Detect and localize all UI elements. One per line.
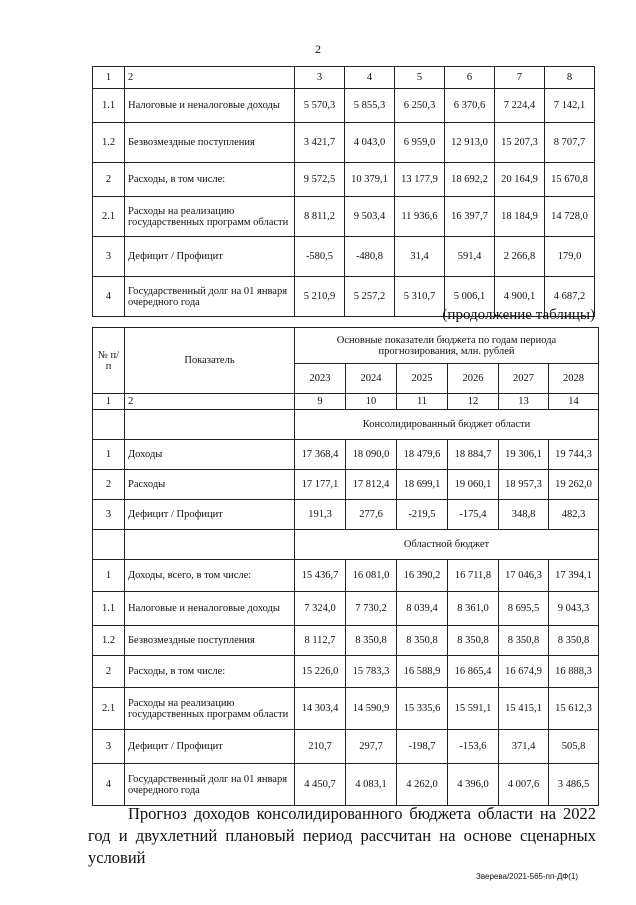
- header-period-group: Основные показатели бюджета по годам периода прогнозирования, млн. рублей: [295, 328, 599, 364]
- row-number-cell: 2: [93, 163, 125, 197]
- value-cell: 16 397,7: [445, 197, 495, 237]
- value-cell: 12: [448, 394, 499, 410]
- value-cell: 8 350,8: [346, 626, 397, 656]
- value-cell: 10: [346, 394, 397, 410]
- indicator-cell: Безвозмездные поступления: [125, 626, 295, 656]
- table-row: [93, 237, 595, 277]
- column-number-row: [93, 394, 599, 410]
- value-cell: 8 707,7: [545, 123, 595, 163]
- value-cell: 16 390,2: [397, 560, 448, 592]
- row-number-cell: 1.1: [93, 89, 125, 123]
- value-cell: 277,6: [346, 500, 397, 530]
- value-cell: 17 394,1: [549, 560, 599, 592]
- value-cell: 8 695,5: [499, 592, 549, 626]
- value-cell: 8: [545, 67, 595, 89]
- value-cell: 6 370,6: [445, 89, 495, 123]
- value-cell: 6: [445, 67, 495, 89]
- empty-cell: [93, 530, 125, 560]
- value-cell: 8 350,8: [499, 626, 549, 656]
- indicator-cell: Дефицит / Профицит: [125, 730, 295, 764]
- value-cell: 18 699,1: [397, 470, 448, 500]
- indicator-cell: Налоговые и неналоговые доходы: [125, 592, 295, 626]
- table-row: [93, 592, 599, 626]
- value-cell: -580,5: [295, 237, 345, 277]
- table-row: [93, 197, 595, 237]
- value-cell: 8 811,2: [295, 197, 345, 237]
- value-cell: 19 306,1: [499, 440, 549, 470]
- value-cell: 18 957,3: [499, 470, 549, 500]
- indicator-cell: Дефицит / Профицит: [125, 500, 295, 530]
- value-cell: 9 503,4: [345, 197, 395, 237]
- value-cell: 20 164,9: [495, 163, 545, 197]
- value-cell: 18 090,0: [346, 440, 397, 470]
- header-indicator: Показатель: [125, 328, 295, 394]
- value-cell: 9 572,5: [295, 163, 345, 197]
- value-cell: 8 361,0: [448, 592, 499, 626]
- value-cell: 15 436,7: [295, 560, 346, 592]
- indicator-cell: Дефицит / Профицит: [125, 237, 295, 277]
- table-row: [93, 123, 595, 163]
- value-cell: 179,0: [545, 237, 595, 277]
- value-cell: 13 177,9: [395, 163, 445, 197]
- empty-cell: [93, 410, 125, 440]
- indicator-cell: Расходы на реализацию государственных программ области: [125, 197, 295, 237]
- value-cell: 15 670,8: [545, 163, 595, 197]
- value-cell: 5 006,1: [445, 277, 495, 317]
- value-cell: 16 888,3: [549, 656, 599, 688]
- value-cell: 16 865,4: [448, 656, 499, 688]
- row-number-cell: 2: [93, 656, 125, 688]
- value-cell: 7 142,1: [545, 89, 595, 123]
- indicator-cell: Налоговые и неналоговые доходы: [125, 89, 295, 123]
- value-cell: 505,8: [549, 730, 599, 764]
- indicator-cell: Расходы на реализацию государственных программ области: [125, 688, 295, 730]
- value-cell: 15 335,6: [397, 688, 448, 730]
- value-cell: 15 591,1: [448, 688, 499, 730]
- value-cell: 5 855,3: [345, 89, 395, 123]
- value-cell: 591,4: [445, 237, 495, 277]
- row-number-cell: 3: [93, 237, 125, 277]
- value-cell: 16 588,9: [397, 656, 448, 688]
- value-cell: 18 479,6: [397, 440, 448, 470]
- table-row: [93, 560, 599, 592]
- value-cell: 8 350,8: [397, 626, 448, 656]
- value-cell: 17 046,3: [499, 560, 549, 592]
- row-number-cell: 4: [93, 764, 125, 806]
- value-cell: 15 783,3: [346, 656, 397, 688]
- value-cell: 4 043,0: [345, 123, 395, 163]
- value-cell: -480,8: [345, 237, 395, 277]
- row-number-cell: 2.1: [93, 688, 125, 730]
- section-title: Консолидированный бюджет области: [295, 410, 599, 440]
- value-cell: 6 959,0: [395, 123, 445, 163]
- column-number-row: [93, 67, 595, 89]
- value-cell: 4 687,2: [545, 277, 595, 317]
- year-header-cell: 2026: [448, 364, 499, 394]
- value-cell: 5 570,3: [295, 89, 345, 123]
- value-cell: 18 692,2: [445, 163, 495, 197]
- page-number: 2: [315, 42, 321, 56]
- indicator-cell: 2: [125, 67, 295, 89]
- empty-cell: [125, 410, 295, 440]
- value-cell: 4 007,6: [499, 764, 549, 806]
- row-number-cell: 2.1: [93, 197, 125, 237]
- value-cell: 16 674,9: [499, 656, 549, 688]
- header-row-number: № п/п: [93, 328, 125, 394]
- value-cell: 19 744,3: [549, 440, 599, 470]
- row-number-cell: 1: [93, 394, 125, 410]
- table-row: [93, 470, 599, 500]
- value-cell: 18 884,7: [448, 440, 499, 470]
- table-row: [93, 500, 599, 530]
- value-cell: 6 250,3: [395, 89, 445, 123]
- value-cell: 4: [345, 67, 395, 89]
- value-cell: 7 730,2: [346, 592, 397, 626]
- year-header-cell: 2023: [295, 364, 346, 394]
- document-code: Зверева/2021-565-пп-ДФ(1): [476, 872, 579, 881]
- value-cell: 371,4: [499, 730, 549, 764]
- indicator-cell: Государственный долг на 01 января очередного года: [125, 764, 295, 806]
- value-cell: 11: [397, 394, 448, 410]
- value-cell: 7 324,0: [295, 592, 346, 626]
- value-cell: 7 224,4: [495, 89, 545, 123]
- table-row: [93, 626, 599, 656]
- indicator-cell: Расходы: [125, 470, 295, 500]
- value-cell: 8 112,7: [295, 626, 346, 656]
- value-cell: 16 711,8: [448, 560, 499, 592]
- year-header-cell: 2024: [346, 364, 397, 394]
- value-cell: 8 350,8: [448, 626, 499, 656]
- value-cell: 4 262,0: [397, 764, 448, 806]
- indicator-cell: Государственный долг на 01 января очередного года: [125, 277, 295, 317]
- row-number-cell: 2: [93, 470, 125, 500]
- value-cell: 210,7: [295, 730, 346, 764]
- value-cell: 18 184,9: [495, 197, 545, 237]
- value-cell: 15 226,0: [295, 656, 346, 688]
- value-cell: 16 081,0: [346, 560, 397, 592]
- table-row: [93, 688, 599, 730]
- table-row: [93, 656, 599, 688]
- indicator-cell: Безвозмездные поступления: [125, 123, 295, 163]
- indicator-cell: Расходы, в том числе:: [125, 656, 295, 688]
- value-cell: -219,5: [397, 500, 448, 530]
- row-number-cell: 1: [93, 560, 125, 592]
- empty-cell: [125, 530, 295, 560]
- forecast-paragraph: Прогноз доходов консолидированного бюджета области на 2022 год и двухлетний плановый период рассчитан на основе сценарных условий: [88, 804, 596, 867]
- value-cell: 31,4: [395, 237, 445, 277]
- row-number-cell: 3: [93, 500, 125, 530]
- value-cell: 3 486,5: [549, 764, 599, 806]
- value-cell: 4 450,7: [295, 764, 346, 806]
- value-cell: 3: [295, 67, 345, 89]
- row-number-cell: 1.1: [93, 592, 125, 626]
- value-cell: 19 262,0: [549, 470, 599, 500]
- value-cell: -153,6: [448, 730, 499, 764]
- budget-table-continued: [92, 66, 595, 317]
- value-cell: -175,4: [448, 500, 499, 530]
- indicator-cell: Расходы, в том числе:: [125, 163, 295, 197]
- row-number-cell: 4: [93, 277, 125, 317]
- indicator-cell: Доходы, всего, в том числе:: [125, 560, 295, 592]
- value-cell: 9: [295, 394, 346, 410]
- value-cell: 2 266,8: [495, 237, 545, 277]
- value-cell: -198,7: [397, 730, 448, 764]
- value-cell: 8 350,8: [549, 626, 599, 656]
- value-cell: 348,8: [499, 500, 549, 530]
- value-cell: 15 612,3: [549, 688, 599, 730]
- table-row: [93, 440, 599, 470]
- row-number-cell: 1: [93, 440, 125, 470]
- value-cell: 14: [549, 394, 599, 410]
- row-number-cell: 1.2: [93, 626, 125, 656]
- value-cell: 5 257,2: [345, 277, 395, 317]
- value-cell: 191,3: [295, 500, 346, 530]
- table-row: [93, 89, 595, 123]
- value-cell: 13: [499, 394, 549, 410]
- value-cell: 11 936,6: [395, 197, 445, 237]
- value-cell: 14 590,9: [346, 688, 397, 730]
- value-cell: 15 207,3: [495, 123, 545, 163]
- value-cell: 8 039,4: [397, 592, 448, 626]
- value-cell: 19 060,1: [448, 470, 499, 500]
- section-title: Областной бюджет: [295, 530, 599, 560]
- value-cell: 3 421,7: [295, 123, 345, 163]
- value-cell: 15 415,1: [499, 688, 549, 730]
- value-cell: 9 043,3: [549, 592, 599, 626]
- section-consolidated-budget: [93, 410, 599, 440]
- year-header-cell: 2025: [397, 364, 448, 394]
- year-header-cell: 2027: [499, 364, 549, 394]
- continuation-caption: (продолжение таблицы): [442, 307, 595, 323]
- value-cell: 297,7: [346, 730, 397, 764]
- table-row: [93, 764, 599, 806]
- budget-forecast-table: [92, 327, 599, 806]
- section-regional-budget: [93, 530, 599, 560]
- value-cell: 4 900,1: [495, 277, 545, 317]
- value-cell: 5 310,7: [395, 277, 445, 317]
- year-header-cell: 2028: [549, 364, 599, 394]
- value-cell: 482,3: [549, 500, 599, 530]
- value-cell: 12 913,0: [445, 123, 495, 163]
- value-cell: 17 368,4: [295, 440, 346, 470]
- value-cell: 4 083,1: [346, 764, 397, 806]
- value-cell: 4 396,0: [448, 764, 499, 806]
- indicator-cell: Доходы: [125, 440, 295, 470]
- value-cell: 14 728,0: [545, 197, 595, 237]
- table-row: [93, 730, 599, 764]
- table-row: [93, 163, 595, 197]
- indicator-cell: 2: [125, 394, 295, 410]
- value-cell: 7: [495, 67, 545, 89]
- row-number-cell: 3: [93, 730, 125, 764]
- value-cell: 17 812,4: [346, 470, 397, 500]
- value-cell: 10 379,1: [345, 163, 395, 197]
- row-number-cell: 1.2: [93, 123, 125, 163]
- value-cell: 5: [395, 67, 445, 89]
- value-cell: 17 177,1: [295, 470, 346, 500]
- value-cell: 5 210,9: [295, 277, 345, 317]
- row-number-cell: 1: [93, 67, 125, 89]
- value-cell: 14 303,4: [295, 688, 346, 730]
